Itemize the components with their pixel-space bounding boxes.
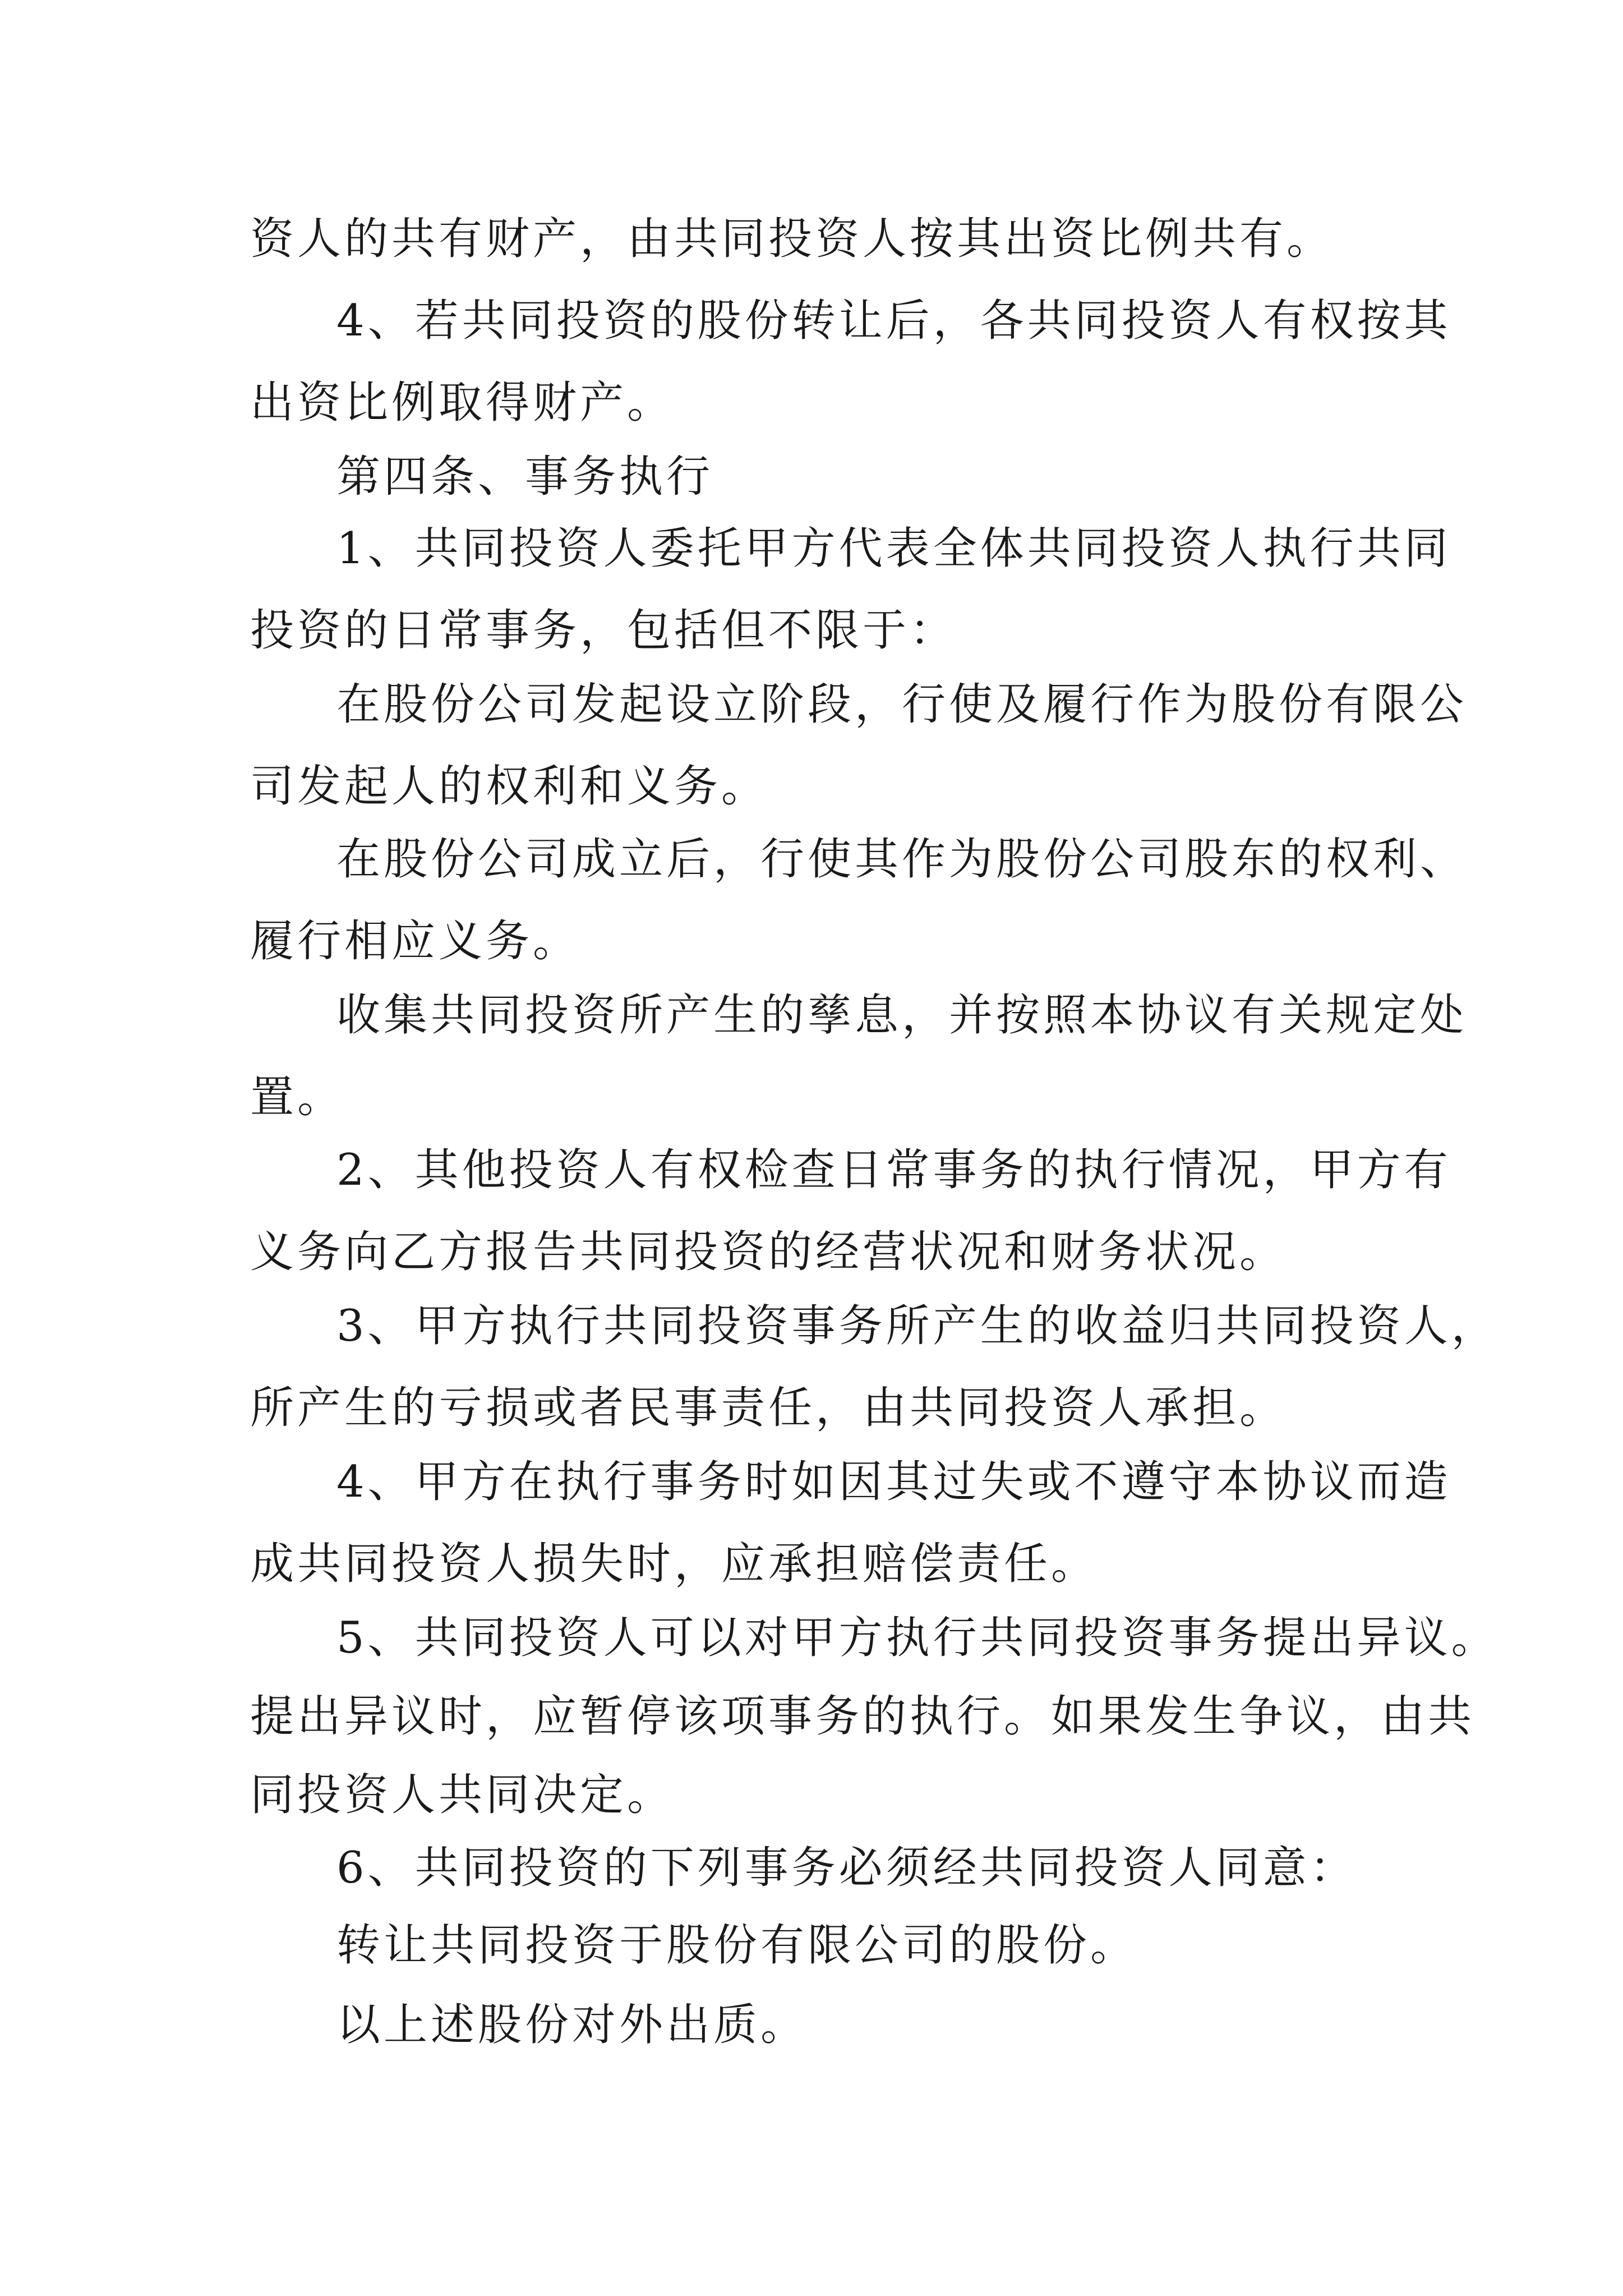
text-line-7: 在股份公司发起设立阶段，行使及履行作为股份有限公 <box>336 679 1468 730</box>
text-line-15: 3、甲方执行共同投资事务所产生的收益归共同投资人， <box>336 1301 1498 1351</box>
text-line-11: 收集共同投资所产生的孳息，并按照本协议有关规定处 <box>336 990 1468 1041</box>
text-line-24: 以上述股份对外出质。 <box>336 2000 808 2050</box>
text-line-2: 4、若共同投资的股份转让后，各共同投资人有权按其 <box>336 296 1451 346</box>
text-line-13: 2、其他投资人有权检查日常事务的执行情况，甲方有 <box>336 1145 1451 1195</box>
section-heading: 第四条、事务执行 <box>336 452 714 502</box>
text-line-12: 置。 <box>250 1072 345 1122</box>
text-line-6: 投资的日常事务，包括但不限于： <box>250 605 957 656</box>
text-line-18: 成共同投资人损失时，应承担赔偿责任。 <box>250 1539 1099 1589</box>
text-line-20: 提出异议时，应暂停该项事务的执行。如果发生争议，由共 <box>250 1691 1476 1742</box>
text-line-5: 1、共同投资人委托甲方代表全体共同投资人执行共同 <box>336 523 1451 574</box>
text-line-22: 6、共同投资的下列事务必须经共同投资人同意： <box>336 1843 1357 1893</box>
text-line-10: 履行相应义务。 <box>250 916 580 967</box>
text-line-16: 所产生的亏损或者民事责任，由共同投资人承担。 <box>250 1383 1287 1433</box>
text-line-3: 出资比例取得财产。 <box>250 378 675 428</box>
text-line-1: 资人的共有财产，由共同投资人按其出资比例共有。 <box>250 214 1334 264</box>
text-line-21: 同投资人共同决定。 <box>250 1770 675 1820</box>
text-line-23: 转让共同投资于股份有限公司的股份。 <box>336 1920 1138 1971</box>
text-line-14: 义务向乙方报告共同投资的经营状况和财务状况。 <box>250 1227 1287 1277</box>
text-line-9: 在股份公司成立后，行使其作为股份公司股东的权利、 <box>336 834 1468 885</box>
text-line-19: 5、共同投资人可以对甲方执行共同投资事务提出异议。 <box>336 1613 1498 1663</box>
text-line-8: 司发起人的权利和义务。 <box>250 761 769 812</box>
text-line-17: 4、甲方在执行事务时如因其过失或不遵守本协议而造 <box>336 1457 1451 1507</box>
